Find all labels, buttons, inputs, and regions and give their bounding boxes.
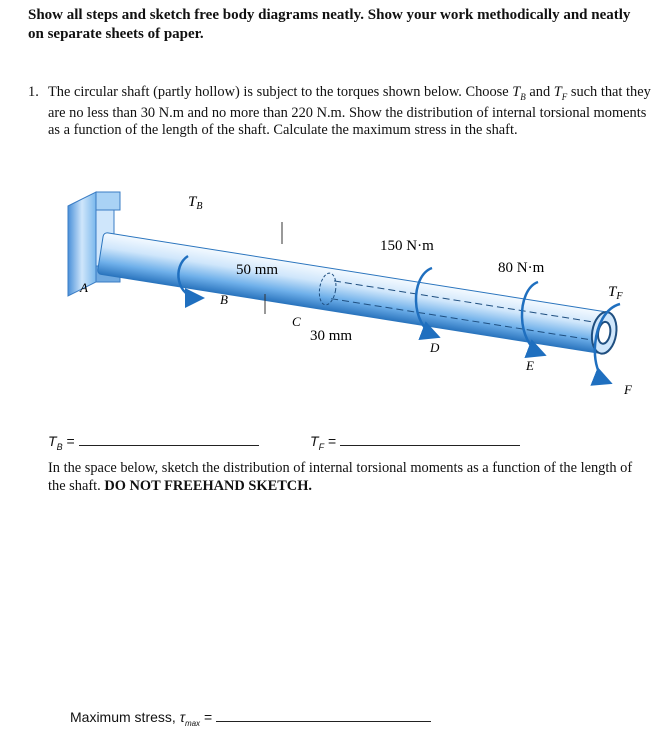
instruction-text: In the space below, sketch the distribution of internal torsional moments as a function of the length of the shaft. xyxy=(48,460,633,494)
max-stress-equals: = xyxy=(200,709,213,725)
torque-150: 150 N·m xyxy=(380,238,434,254)
tb-symbol: $T_B$ xyxy=(512,84,526,102)
tb-answer-label: $T_B$ xyxy=(48,433,63,452)
max-stress-answer xyxy=(70,709,431,728)
sketch-instruction xyxy=(48,459,648,495)
shaft-diagram xyxy=(60,186,640,411)
instructions-header xyxy=(28,6,653,44)
torque-80: 80 N·m xyxy=(498,260,545,276)
label-B: B xyxy=(220,292,228,307)
label-C: C xyxy=(292,314,301,329)
label-TB: $T_B$ xyxy=(188,194,203,212)
problem-text-part1: The circular shaft (partly hollow) is subject to the torques shown below. Choose xyxy=(48,84,513,100)
label-D: D xyxy=(430,340,440,355)
dimension-30mm: 30 mm xyxy=(310,328,353,344)
problem-statement xyxy=(48,84,653,138)
problem-text-part2: such that they are no less than 30 N.m and no more than 220 N.m. Show the distribution of internal torsional moments as a function of the length of the shaft. Calculate the maximum stress in the shaft. xyxy=(48,84,651,138)
tb-answer xyxy=(48,433,259,452)
max-stress-label: Maximum stress, xyxy=(70,709,180,725)
label-A: A xyxy=(80,280,88,295)
header-line-2: on separate sheets of paper. xyxy=(28,26,204,42)
tf-equals: = xyxy=(324,433,337,449)
tb-answer-blank[interactable] xyxy=(79,433,259,446)
tf-symbol: $T_F$ xyxy=(553,84,568,102)
instruction-bold: DO NOT FREEHAND SKETCH. xyxy=(104,478,312,494)
label-E: E xyxy=(526,358,534,373)
label-F: F xyxy=(624,382,632,397)
problem-number: 1. xyxy=(28,84,39,100)
problem-text-and: and xyxy=(525,84,554,100)
tf-answer xyxy=(310,433,520,452)
label-TF: $T_F$ xyxy=(608,284,623,302)
tb-equals: = xyxy=(62,433,75,449)
header-line-1: Show all steps and sketch free body diagrams neatly. Show your work methodically and neatly xyxy=(28,7,631,23)
dimension-50mm: 50 mm xyxy=(236,262,279,278)
tau-symbol: $\tau_{max}$ xyxy=(179,709,201,728)
tf-answer-blank[interactable] xyxy=(340,433,520,446)
max-stress-blank[interactable] xyxy=(216,709,431,722)
tf-answer-label: $T_F$ xyxy=(310,433,325,452)
shaft xyxy=(97,232,619,355)
